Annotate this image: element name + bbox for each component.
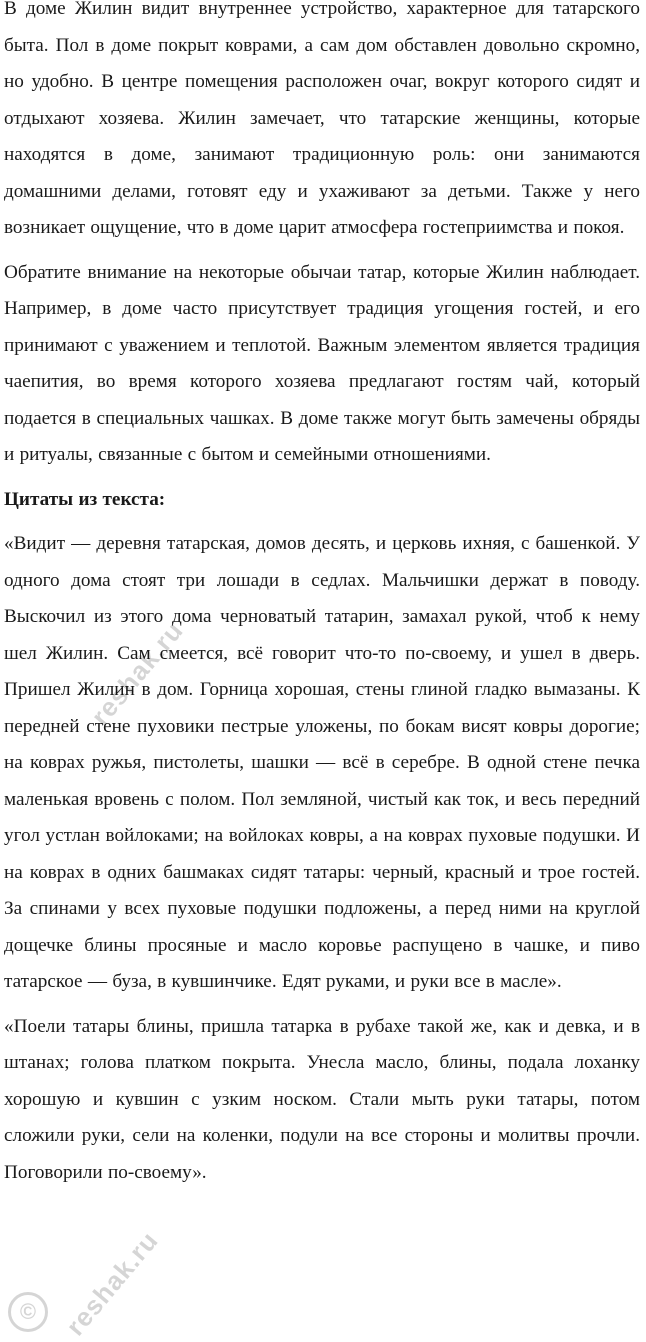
copyright-watermark-icon: © [8,1292,48,1332]
quotes-heading: Цитаты из текста: [4,488,166,510]
watermark-text-1: reshak.ru [85,615,190,732]
body-paragraph-2: Обратите внимание на некоторые обычаи татар, которые Жилин наблюдает. Например, в доме часто присутствует традиция угощения гостей, и его принимают с уважением и теплотой. Важным элементом является традиция чаепития, во время которого хозяева предлагают гостям чай, который подается в специальных чашках. В доме также могут быть замечены обряды и ритуалы, связанные с бытом и семейными отношениями. [4,261,640,465]
body-paragraph-1: В доме Жилин видит внутреннее устройство, характерное для татарского быта. Пол в доме покрыт коврами, а сам дом обставлен довольно скромно, но удобно. В центре помещения расположен очаг, вокруг которого сидят и отдыхают хозяева. Жилин замечает, что татарские женщины, которые находятся в доме, занимают традиционную роль: они занимаются домашними делами, готовят еду и ухаживают за детьми. Также у него возникает ощущение, что в доме царит атмосфера гостеприимства и покоя. [4,0,640,238]
watermark-text-2: reshak.ru [60,1225,165,1342]
quote-paragraph-1: «Видит — деревня татарская, домов десять, и церковь ихняя, с башенкой. У одного дома стоят три лошади в седлах. Мальчишки держат в поводу. Выскочил из этого дома черноватый татарин, замахал рукой, чтоб к нему шел Жилин. Сам смеется, всё говорит что-то по-своему, и ушел в дверь. Пришел Жилин в дом. Горница хорошая, стены глиной гладко вымазаны. К передней стене пуховики пестрые уложены, по бокам висят ковры дорогие; на коврах ружья, пистолеты, шашки — всё в серебре. В одной стене печка маленькая вровень с полом. Пол земляной, чистый как ток, и весь передний угол устлан войлоками; на войлоках ковры, а на коврах пуховые подушки. И на коврах в одних башмаках сидят татары: черный, красный и трое гостей. За спинами у всех пуховые подушки подложены, а перед ними на круглой дощечке блины просяные и масло коровье распущено в чашке, и пиво татарское — буза, в кувшинчике. Едят руками, и руки все в масле». [4,533,640,992]
quote-paragraph-2: «Поели татары блины, пришла татарка в рубахе такой же, как и девка, и в штанах; голова платком покрыта. Унесла масло, блины, подала лоханку хорошую и кувшин с узким носком. Стали мыть руки татары, потом сложили руки, сели на коленки, подули на все стороны и молитвы прочли. Поговорили по-своему». [4,1015,640,1183]
